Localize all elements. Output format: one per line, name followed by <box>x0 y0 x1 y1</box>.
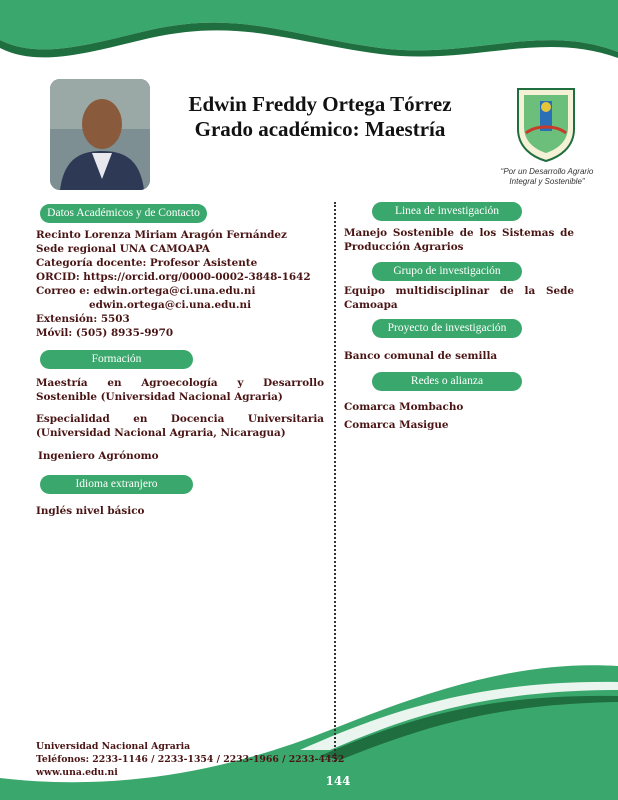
contact-block <box>36 228 326 340</box>
profile-photo <box>50 79 150 190</box>
column-divider <box>334 202 336 762</box>
section-idioma-title: Idioma extranjero <box>40 475 193 494</box>
redes-item: Comarca Mombacho <box>344 401 464 413</box>
page-number: 144 <box>325 774 351 788</box>
contact-line-orcid: ORCID: https://orcid.org/0000-0002-3848-1642 <box>36 271 311 283</box>
idioma-value: Inglés nivel básico <box>36 505 145 517</box>
footer-phones: Teléfonos: 2233-1146 / 2233-1354 / 2233-1966 / 2233-4452 <box>36 754 345 765</box>
section-proyecto-title: Proyecto de investigación <box>372 319 522 338</box>
academic-degree: Grado académico: Maestría <box>194 117 446 141</box>
top-wave-decoration <box>0 0 618 90</box>
bottom-wave-decoration <box>0 660 618 800</box>
formacion-item: Especialidad en Docencia Universitaria (Universidad Nacional Agraria, Nicaragua) <box>36 413 324 439</box>
contact-line-sede: Sede regional UNA CAMOAPA <box>36 243 210 255</box>
grupo-value: Equipo multidisciplinar de la Sede Camoapa <box>344 285 574 311</box>
footer-university: Universidad Nacional Agraria <box>36 741 191 752</box>
contact-line-campus: Recinto Lorenza Miriam Aragón Fernández <box>36 229 287 241</box>
contact-line-category: Categoría docente: Profesor Asistente <box>36 257 258 269</box>
person-name: Edwin Freddy Ortega Tórrez <box>188 92 452 116</box>
una-logo <box>514 85 578 163</box>
linea-value: Manejo Sostenible de los Sistemas de Producción Agrarios <box>344 227 574 253</box>
slogan-line-2: Integral y Sostenible” <box>509 177 585 186</box>
slogan-line-1: “Por un Desarrollo Agrario <box>500 167 594 176</box>
section-redes-title: Redes o alianza <box>372 372 522 391</box>
contact-line-mobile: Móvil: (505) 8935-9970 <box>36 327 174 339</box>
formacion-item: Maestría en Agroecología y Desarrollo Sostenible (Universidad Nacional Agraria) <box>36 377 324 403</box>
section-linea-title: Linea de investigación <box>372 202 522 221</box>
footer-contact <box>36 740 344 779</box>
section-contact-title: Datos Académicos y de Contacto <box>40 204 207 223</box>
proyecto-value: Banco comunal de semilla <box>344 350 498 362</box>
section-grupo-title: Grupo de investigación <box>372 262 522 281</box>
formacion-item: Ingeniero Agrónomo <box>38 450 159 462</box>
footer-website: www.una.edu.ni <box>36 767 118 778</box>
contact-line-extension: Extensión: 5503 <box>36 313 130 325</box>
section-formacion-title: Formación <box>40 350 193 369</box>
contact-line-email: Correo e: edwin.ortega@ci.una.edu.ni <box>36 285 256 297</box>
redes-item: Comarca Masigue <box>344 419 449 431</box>
slogan <box>478 167 616 187</box>
contact-line-email-2: edwin.ortega@ci.una.edu.ni <box>89 299 252 311</box>
